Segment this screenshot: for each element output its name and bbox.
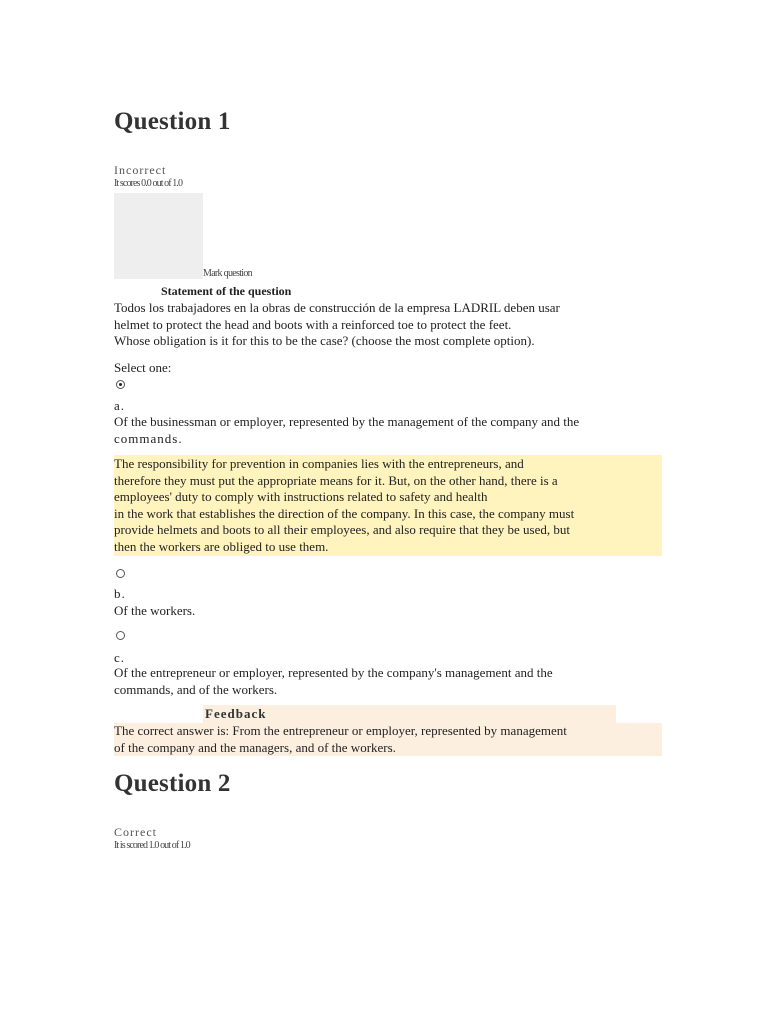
feedback-heading: Feedback bbox=[205, 706, 267, 721]
option-b-label[interactable]: Of the workers. bbox=[114, 603, 196, 618]
correct-answer-feedback bbox=[114, 723, 662, 756]
question-text-line: helmet to protect the head and boots with a reinforced toe to protect the feet. bbox=[114, 316, 512, 332]
specific-feedback-line: The responsibility for prevention in companies lies with the entrepreneurs, and bbox=[114, 456, 524, 471]
select-one-label: Select one: bbox=[114, 360, 172, 375]
option-b-letter: b. bbox=[114, 586, 126, 601]
specific-feedback-line: therefore they must put the appropriate means for it. But, on the other hand, there is a bbox=[114, 472, 558, 488]
specific-feedback bbox=[114, 455, 662, 556]
option-a-label[interactable] bbox=[114, 414, 674, 447]
option-a-text-line: Of the businessman or employer, represented by the management of the company and the bbox=[114, 414, 580, 429]
question-1-title: Question 1 bbox=[114, 108, 231, 135]
question-2-state: Correct bbox=[114, 825, 157, 839]
option-b-radio[interactable] bbox=[116, 569, 125, 578]
option-a-text-line: commands. bbox=[114, 430, 183, 446]
question-text bbox=[114, 300, 674, 350]
flag-question-icon[interactable] bbox=[114, 193, 203, 279]
correct-answer-line: of the company and the managers, and of the workers. bbox=[114, 739, 396, 755]
option-a-letter: a. bbox=[114, 398, 126, 413]
flag-question-label[interactable]: Mark question bbox=[203, 268, 252, 279]
option-c-label[interactable] bbox=[114, 665, 674, 698]
question-2-title: Question 2 bbox=[114, 770, 231, 797]
option-c-letter: c. bbox=[114, 650, 126, 665]
specific-feedback-line: employees' duty to comply with instructions related to safety and health bbox=[114, 489, 488, 504]
correct-answer-line: The correct answer is: From the entrepreneur or employer, represented by management bbox=[114, 723, 567, 738]
specific-feedback-line: then the workers are obliged to use them. bbox=[114, 538, 329, 554]
option-c-text-line: Of the entrepreneur or employer, represented by the company's management and the bbox=[114, 665, 553, 680]
statement-heading: Statement of the question bbox=[161, 284, 292, 298]
option-a-radio[interactable] bbox=[116, 380, 125, 389]
question-1-state: Incorrect bbox=[114, 163, 167, 177]
question-text-line: Todos los trabajadores en la obras de construcción de la empresa LADRIL deben usar bbox=[114, 300, 560, 315]
specific-feedback-line: in the work that establishes the direction of the company. In this case, the company must bbox=[114, 505, 575, 521]
option-c-text-line: commands, and of the workers. bbox=[114, 681, 278, 697]
specific-feedback-line: provide helmets and boots to all their employees, and also require that they be used, but bbox=[114, 522, 570, 537]
question-2-score: It is scored 1.0 out of 1.0 bbox=[114, 840, 190, 851]
option-c-radio[interactable] bbox=[116, 631, 125, 640]
question-text-line: Whose obligation is it for this to be the case? (choose the most complete option). bbox=[114, 333, 535, 348]
question-1-score: It scores 0.0 out of 1.0 bbox=[114, 178, 183, 189]
